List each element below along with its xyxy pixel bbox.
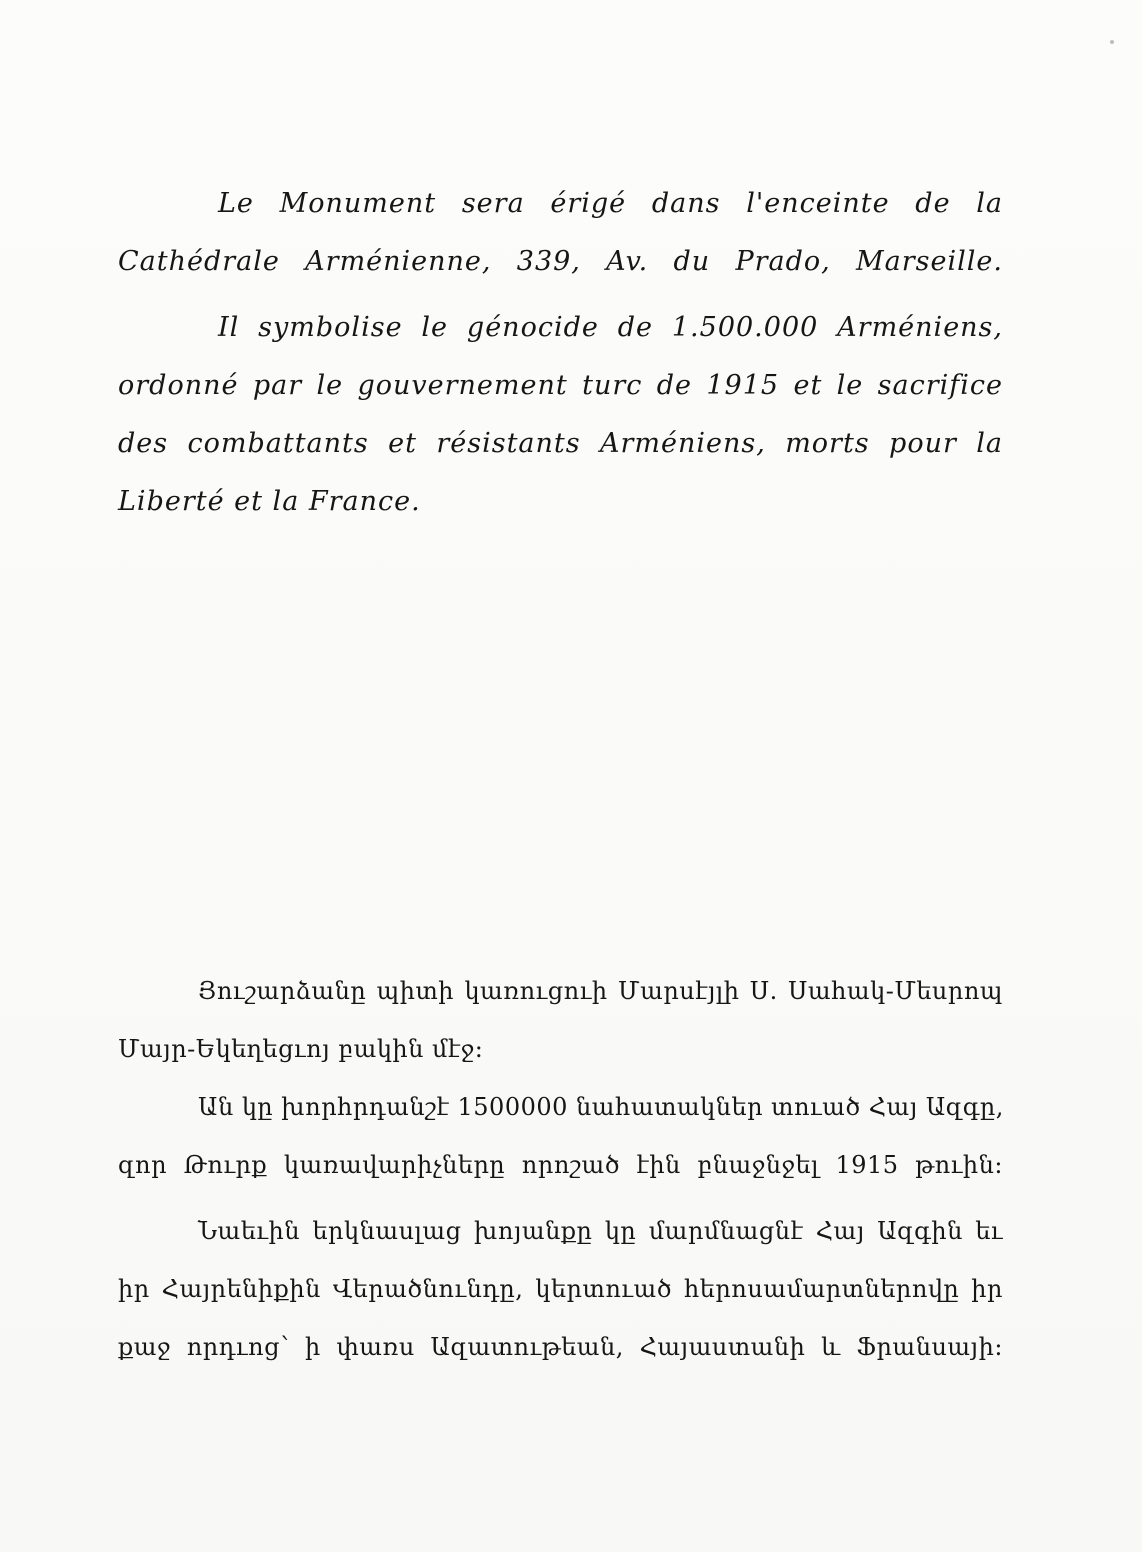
text-line: զոր Թուրք կառավարիչները որոշած էին բնաջնջել 1915 թուին։	[118, 1151, 1003, 1179]
text-line: Ան կը խորհրդանշէ 1500000 նահատակներ տուած Հայ Ազգը,	[198, 1093, 1004, 1121]
armenian-paragraph-1	[118, 962, 1003, 1078]
text-line: Յուշարձանը պիտի կառուցուի Մարսէյլի Ս. Սահակ-Մեսրոպ	[198, 977, 1003, 1005]
text-line: Նաեւին երկնասլաց խոյանքը կը մարմնացնէ Հայ Ազգին եւ	[198, 1217, 1003, 1245]
text-line: Le Monument sera érigé dans l'enceinte de la	[218, 188, 1003, 219]
french-paragraph-1	[118, 175, 1003, 291]
text-line: des combattants et résistants Arméniens, morts pour la	[118, 428, 1003, 459]
text-line: Il symbolise le génocide de 1.500.000 Arméniens,	[218, 312, 1003, 343]
text-line: Cathédrale Arménienne, 339, Av. du Prado, Marseille.	[118, 246, 1003, 277]
armenian-text-block	[118, 962, 1003, 1376]
text-line: քաջ որդւոց՝ ի փառս Ազատութեան, Հայաստանի և Ֆրանսայի։	[118, 1333, 1003, 1361]
french-text-block	[118, 175, 1003, 531]
text-line: ordonné par le gouvernement turc de 1915 et le sacrifice	[118, 370, 1003, 401]
text-line: Liberté et la France.	[118, 486, 421, 517]
text-line: Մայր-Եկեղեցւոյ բակին մէջ։	[118, 1035, 484, 1063]
paper-speck	[1110, 40, 1114, 44]
armenian-paragraph-2	[118, 1078, 1003, 1194]
french-paragraph-2	[118, 299, 1003, 531]
armenian-paragraph-3	[118, 1202, 1003, 1376]
text-line: իր Հայրենիքին Վերածնունդը, կերտուած հերոսամարտներովը իր	[118, 1275, 1003, 1303]
